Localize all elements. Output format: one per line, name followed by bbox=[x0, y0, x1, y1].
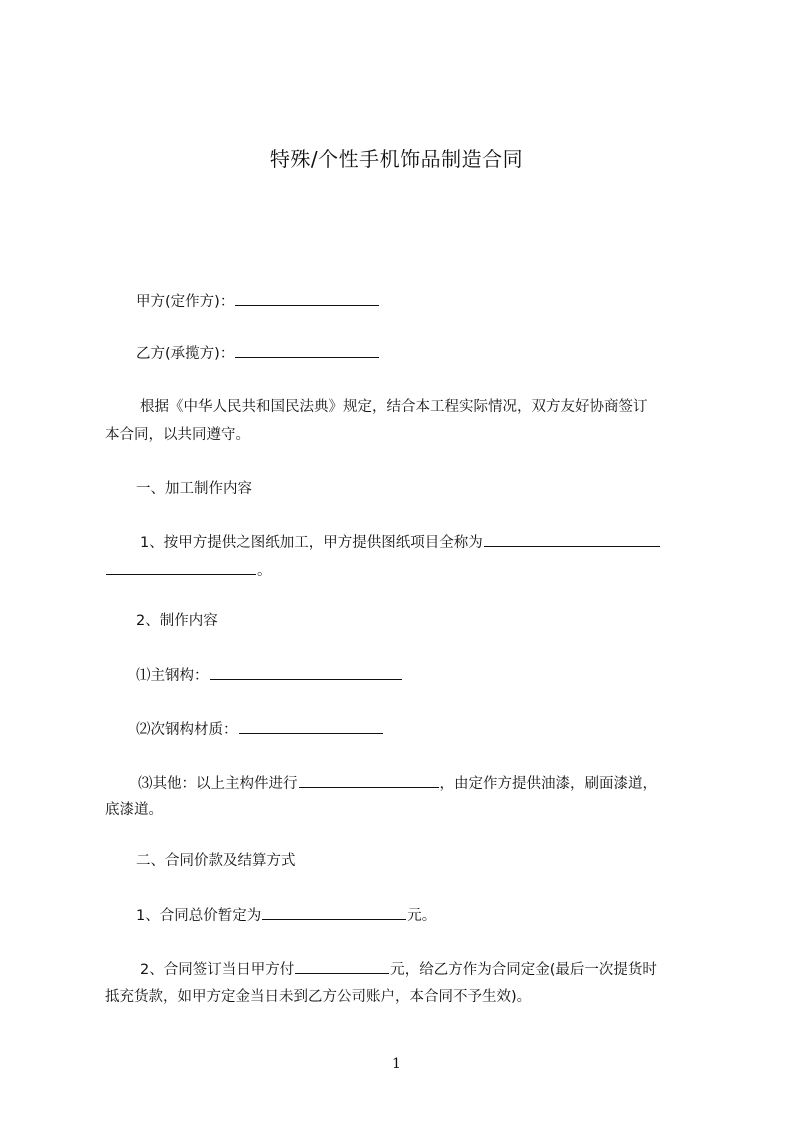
section-1-item-1-line-2 bbox=[105, 560, 272, 581]
deposit-post: 元，给乙方作为合同定金(最后一次提货时 bbox=[390, 962, 657, 978]
other-line-1 bbox=[138, 773, 657, 794]
party-a-blank[interactable] bbox=[235, 291, 379, 306]
document-title: 特殊/个性手机饰品制造合同 bbox=[269, 147, 524, 171]
section-1-item-1-line-1 bbox=[140, 532, 661, 553]
deposit-line-1 bbox=[140, 959, 657, 980]
total-price-line bbox=[136, 905, 436, 926]
item-1-text: 1、按甲方提供之图纸加工，甲方提供图纸项目全称为 bbox=[140, 535, 483, 551]
preamble-line-1: 根据《中华人民共和国民法典》规定，结合本工程实际情况，双方友好协商签订 bbox=[140, 399, 648, 415]
total-price-post: 元。 bbox=[407, 908, 437, 924]
other-process-blank[interactable] bbox=[299, 773, 439, 788]
section-1-heading: 一、加工制作内容 bbox=[136, 481, 252, 497]
page-number: 1 bbox=[392, 1056, 401, 1072]
project-name-blank-continued[interactable] bbox=[106, 560, 256, 575]
section-1-item-2-heading: 2、制作内容 bbox=[136, 613, 218, 629]
deposit-line-2: 抵充货款，如甲方定金当日未到乙方公司账户，本合同不予生效)。 bbox=[105, 989, 532, 1005]
secondary-steel-line bbox=[136, 719, 384, 740]
main-steel-line bbox=[136, 665, 403, 686]
secondary-steel-label: ⑵次钢构材质： bbox=[136, 722, 238, 738]
total-price-pre: 1、合同总价暂定为 bbox=[136, 908, 262, 924]
secondary-steel-blank[interactable] bbox=[239, 719, 383, 734]
other-pre: ⑶其他：以上主构件进行 bbox=[138, 776, 298, 792]
deposit-amount-blank[interactable] bbox=[295, 959, 389, 974]
item-1-end: 。 bbox=[257, 563, 272, 579]
other-line-2: 底漆道。 bbox=[105, 802, 163, 818]
section-2-heading: 二、合同价款及结算方式 bbox=[136, 853, 296, 869]
party-a-line bbox=[136, 291, 380, 312]
other-post: ，由定作方提供油漆，刷面漆道， bbox=[439, 776, 657, 792]
party-b-label: 乙方(承揽方)： bbox=[136, 346, 235, 362]
party-b-blank[interactable] bbox=[235, 343, 379, 358]
main-steel-label: ⑴主钢构： bbox=[136, 668, 209, 684]
preamble-line-2: 本合同，以共同遵守。 bbox=[105, 427, 250, 443]
deposit-pre: 2、合同签订当日甲方付 bbox=[140, 962, 295, 978]
party-b-line bbox=[136, 343, 380, 364]
total-price-blank[interactable] bbox=[262, 905, 406, 920]
project-name-blank[interactable] bbox=[484, 532, 660, 547]
main-steel-blank[interactable] bbox=[210, 665, 402, 680]
party-a-label: 甲方(定作方)： bbox=[136, 294, 235, 310]
